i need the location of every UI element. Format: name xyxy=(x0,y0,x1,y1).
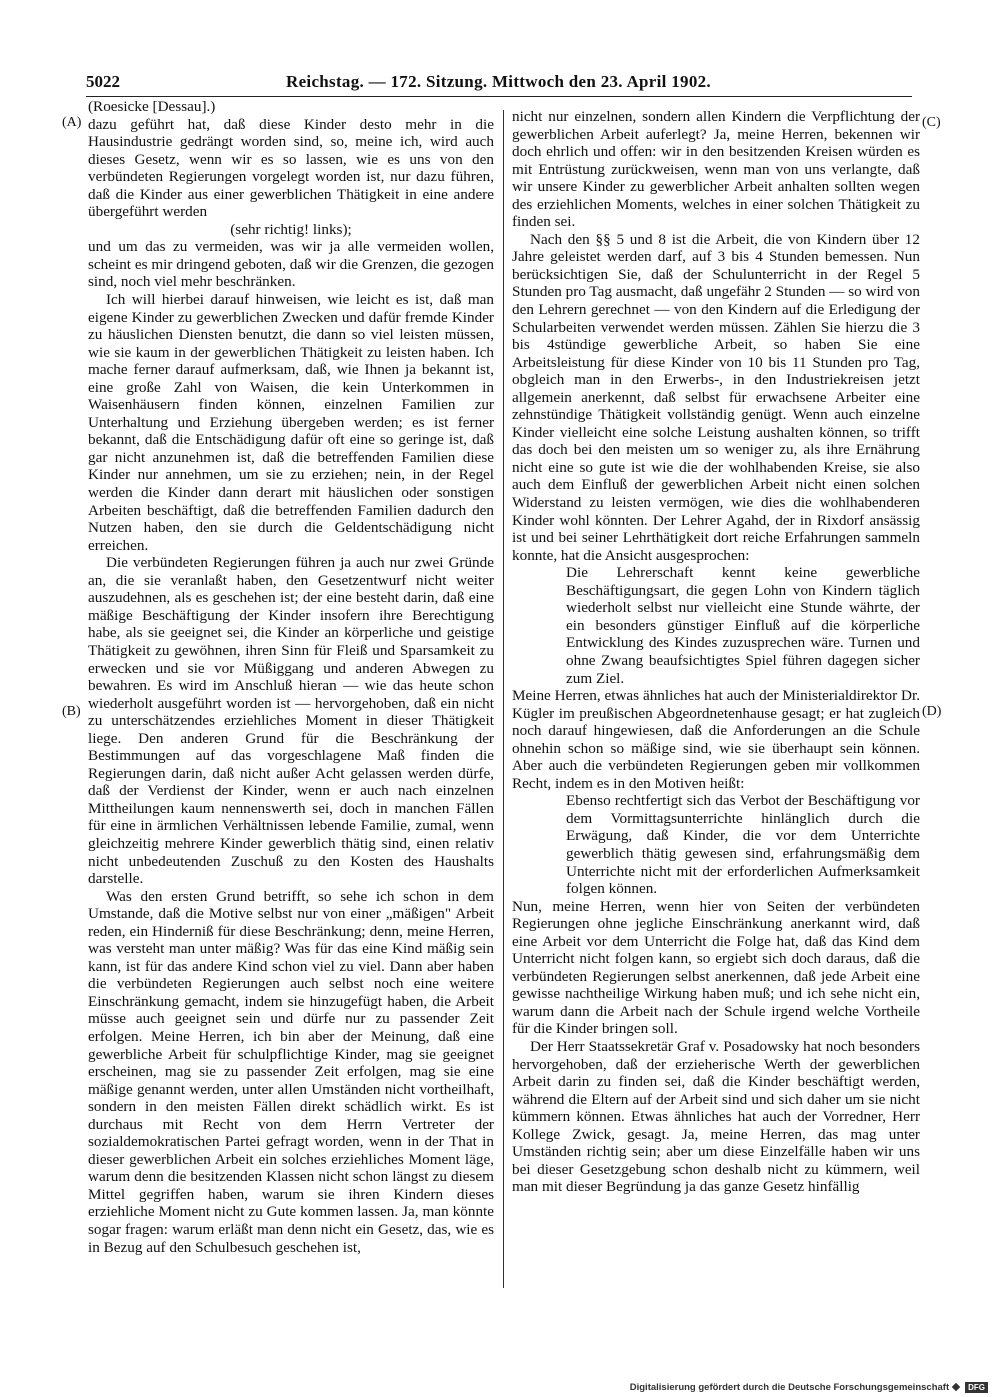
running-title: Reichstag. — 172. Sitzung. Mittwoch den 23. April 1902. xyxy=(286,72,711,91)
digitization-footer xyxy=(630,1380,988,1394)
page-number: 5022 xyxy=(86,72,120,91)
margin-marker-d: (D) xyxy=(922,704,942,719)
page-header xyxy=(86,72,912,96)
paragraph: Nach den §§ 5 und 8 ist die Arbeit, die von Kindern über 12 Jahre geleistet werden darf, auf 3 bis 4 Stunden bemessen. Nun berücksichtigen Sie, daß der Schulunterricht in der Regel 5 Stunden pro Tag ausmacht, daß ungefähr 2 Stunden — so wird von den Lehrern gerechnet — von den Kindern auf die Erledigung der Schularbeiten verwendet werden müssen. Zählen Sie hierzu die 3 bis 4stündige gewerbliche Arbeit, so haben Sie eine Arbeitsleistung für diese Kinder von 10 bis 11 Stunden pro Tag, obgleich man in den Erwerbs-, in den Industriekreisen jetzt allgemein anerkennt, daß selbst für erwachsene Arbeiter eine zehnstündige Thätigkeit vollständig genügt. Wenn auch einzelne Kinder vielleicht eine solche Leistung aushalten können, so trifft das doch bei den meisten um so weniger zu, als ihre Ernährung nicht eine so gute ist wie die der wohlhabenden Kreise, sie also auch dem Einfluß der gewerblichen Arbeit nicht einen solchen Widerstand zu leisten vermögen, wie dies die wohlhabenderen Kinder wohl könnten. Der Lehrer Agahd, der in Rixdorf ansässig ist und bei seiner Lehrthätigkeit dort reiche Erfahrungen sammeln konnte, hat die Ansicht ausgesprochen: xyxy=(512,230,920,564)
paragraph: Was den ersten Grund betrifft, so sehe ich schon in dem Umstande, daß die Motive selbst nur von einer „mäßigen" Arbeit reden, ein Hinderniß für diese Beschränkung; denn, meine Herren, was versteht man unter mäßig? Was für das eine Kind mäßig sein kann, ist für das andere Kind schon viel zu viel. Dann aber haben die verbündeten Regierungen auch selbst noch eine weitere Einschränkung gemacht, indem sie hinzugefügt haben, die Arbeit müsse auch geeignet sein und dürfe nur zu passender Zeit erfolgen. Meine Herren, ich bin aber der Meinung, daß eine gewerbliche Arbeit für schulpflichtige Kinder, mag sie geeignet erscheinen, mag sie zu passender Zeit erfolgen, mag sie eine mäßige genannt werden, unter allen Umständen nicht vortheilhaft, sondern in den meisten Fällen direkt schädlich wirkt. Es ist durchaus mit Recht von dem Herrn Vertreter der sozialdemokratischen Partei gefragt worden, wenn in der That in dieser gewerblichen Arbeit ein solches erziehliches Moment läge, warum denn die besitzenden Klassen nicht schon längst zu diesem Mittel gegriffen haben, warum sie ihren Kindern dieses erziehliche Moment nicht zu Gute kommen lassen. Ja, man könnte sogar fragen: warum erläßt man denn nicht ein Gesetz, das, wie es in Bezug auf den Schulbesuch geschehen ist, xyxy=(88,887,494,1256)
margin-marker-b: (B) xyxy=(62,704,81,719)
paragraph: Ich will hierbei darauf hinweisen, wie leicht es ist, daß man eigene Kinder zu gewerblichen Zwecken und dafür fremde Kinder zu häuslichen Diensten benutzt, die dann so viel leisten müssen, wie sie kaum in der gewerblichen Thätigkeit zu leisten haben. Ich mache ferner darauf aufmerksam, daß, wie Ihnen ja bekannt ist, eine große Zahl von Waisen, die kein Unterkommen in Waisenhäusern finden können, einzelnen Familien zur Unterhaltung und Erziehung übergeben werden; es ist ferner bekannt, daß die Entschädigung dafür oft eine so geringe ist, daß gar nicht anzunehmen ist, daß die betreffenden Familien diese Kinder nur annehmen, um sie zu erziehen; nein, in der Regel werden die Kinder dann derart mit häuslichen oder sonstigen Arbeiten beschäftigt, daß die betreffenden Familien dadurch den Nutzen haben, den sie durch die Geldentschädigung nicht erreichen. xyxy=(88,291,494,554)
paragraph: dazu geführt hat, daß diese Kinder desto mehr in die Hausindustrie gedrängt worden sind, so, meine ich, wird auch dieses Gesetz, wenn wir es so lassen, wie es uns von den verbündeten Regierungen vorgelegt worden ist, nur dazu führen, daß die Kinder aus einer gewerblichen Thätigkeit in eine andere übergeführt werden xyxy=(88,115,494,221)
paragraph: Meine Herren, etwas ähnliches hat auch der Ministerialdirektor Dr. Kügler im preußischen Abgeordnetenhause gesagt; er hat zugleich noch darauf hingewiesen, daß die Anforderungen an die Schule ohnehin schon so mäßige sind, wie sie überhaupt sein können. Aber auch die verbündeten Regierungen geben mir vollkommen Recht, indem es in den Motiven heißt: xyxy=(512,687,920,792)
footer-text: Digitalisierung gefördert durch die Deutsche Forschungsgemeinschaft xyxy=(629,1381,950,1393)
left-column xyxy=(88,98,494,1256)
dfg-logo: DFG xyxy=(965,1382,988,1393)
header-rule xyxy=(86,96,912,97)
dfg-diamond-icon xyxy=(952,1383,960,1391)
margin-marker-a: (A) xyxy=(62,115,82,130)
paragraph: Der Herr Staatssekretär Graf v. Posadowsky hat noch besonders hervorgehoben, daß der erzieherische Werth der gewerblichen Arbeit darin zu finden sei, daß die Kinder beschäftigt werden, während die Eltern auf der Arbeit sind und sich daher um sie nicht kümmern können. Etwas ähnliches hat auch der Vorredner, Herr Kollege Zwick, gesagt. Ja, meine Herren, das mag unter Umständen richtig sein; aber um diese Einzelfälle haben wir uns bei dieser Gesetzgebung schon deshalb nicht zu kümmern, weil man mit dieser Begründung ja das ganze Gesetz hinfällig xyxy=(512,1037,920,1196)
interjection: (sehr richtig! links); xyxy=(230,220,352,238)
paragraph: Die verbündeten Regierungen führen ja auch nur zwei Gründe an, die sie veranlaßt haben, den Gesetzentwurf nicht weiter auszudehnen, als es geschehen ist; der eine besteht darin, daß eine mäßige Beschäftigung der Kinder insofern ihre Berechtigung habe, als sie geeignet sei, die Kinder an körperliche und geistige Thätigkeit zu gewöhnen, ihren Sinn für Fleiß und Sparsamkeit zu erwecken und sie vor Müßiggang und anderen Abwegen zu bewahren. Es wird im Anschluß hieran — wie das heute schon wiederholt ausgeführt worden ist — hervorgehoben, daß ein nicht zu unterschätzendes erziehliches Moment in dieser Thätigkeit liege. Den anderen Grund für die Beschränkung der Bestimmungen auf das vorgeschlagene Maß finden die Regierungen darin, daß nicht außer Acht gelassen werden dürfe, daß der Verdienst der Kinder, wenn er auch nach einzelnen Mittheilungen kaum nennenswerth sei, doch in manchen Fällen für eine in ärmlichen Verhältnissen lebende Familie, zumal, wenn gleichzeitig mehrere Kinder gewerblich thätig sind, einen relativ nicht unbedeutenden Zuschuß zu den Kosten des Haushalts darstelle. xyxy=(88,554,494,888)
paragraph: und um das zu vermeiden, was wir ja alle vermeiden wollen, scheint es mir dringend geboten, daß wir die Grenzen, die gezogen sind, noch viel mehr beschränken. xyxy=(88,238,494,291)
right-column xyxy=(512,108,920,1196)
speaker-note: (Roesicke [Dessau].) xyxy=(88,98,216,115)
paragraph: Nun, meine Herren, wenn hier von Seiten der verbündeten Regierungen ohne jegliche Einschränkung anerkannt wird, daß eine Arbeit vor dem Unterricht die Folge hat, daß das Kind dem Unterricht nicht folgen kann, so ergiebt sich doch daraus, daß die verbündeten Regierungen selbst anerkennen, daß jede Arbeit eine gewisse nachtheilige Wirkung haben muß; und ich sehe nicht ein, warum dann die Arbeit nach der Schule irgend welche Vortheile für die Kinder bringen soll. xyxy=(512,897,920,1038)
paragraph: nicht nur einzelnen, sondern allen Kindern die Verpflichtung der gewerblichen Arbeit auferlegt? Ja, meine Herren, bekennen wir doch ehrlich und offen: wir in den besitzenden Kreisen würden es mit Entrüstung zurückweisen, wenn man von uns verlangte, daß wir unsere Kinder zu gewerblicher Arbeit anhalten sollten wegen des erziehlichen Moments, welches in einer solchen Thätigkeit zu finden sei. xyxy=(512,108,920,231)
block-quote: Ebenso rechtfertigt sich das Verbot der Beschäftigung vor dem Vormittagsunterrichte hinlänglich durch die Erwägung, daß Kinder, die vor dem Unterrichte gewerblich thätig gewesen sind, erfahrungsmäßig dem Unterrichte nicht mit der erforderlichen Aufmerksamkeit folgen können. xyxy=(566,792,920,898)
column-divider xyxy=(503,110,504,1288)
margin-marker-c: (C) xyxy=(922,115,941,130)
block-quote: Die Lehrerschaft kennt keine gewerbliche Beschäftigungsart, die gegen Lohn von Kindern täglich wiederholt selbst nur vielleicht eine Stunde währte, der ein besonders günstiger Einfluß auf die körperliche Entwicklung des Kindes zuzusprechen wäre. Turnen und ohne Zwang beaufsichtigtes Spiel führen dagegen sicher zum Ziel. xyxy=(566,564,920,687)
